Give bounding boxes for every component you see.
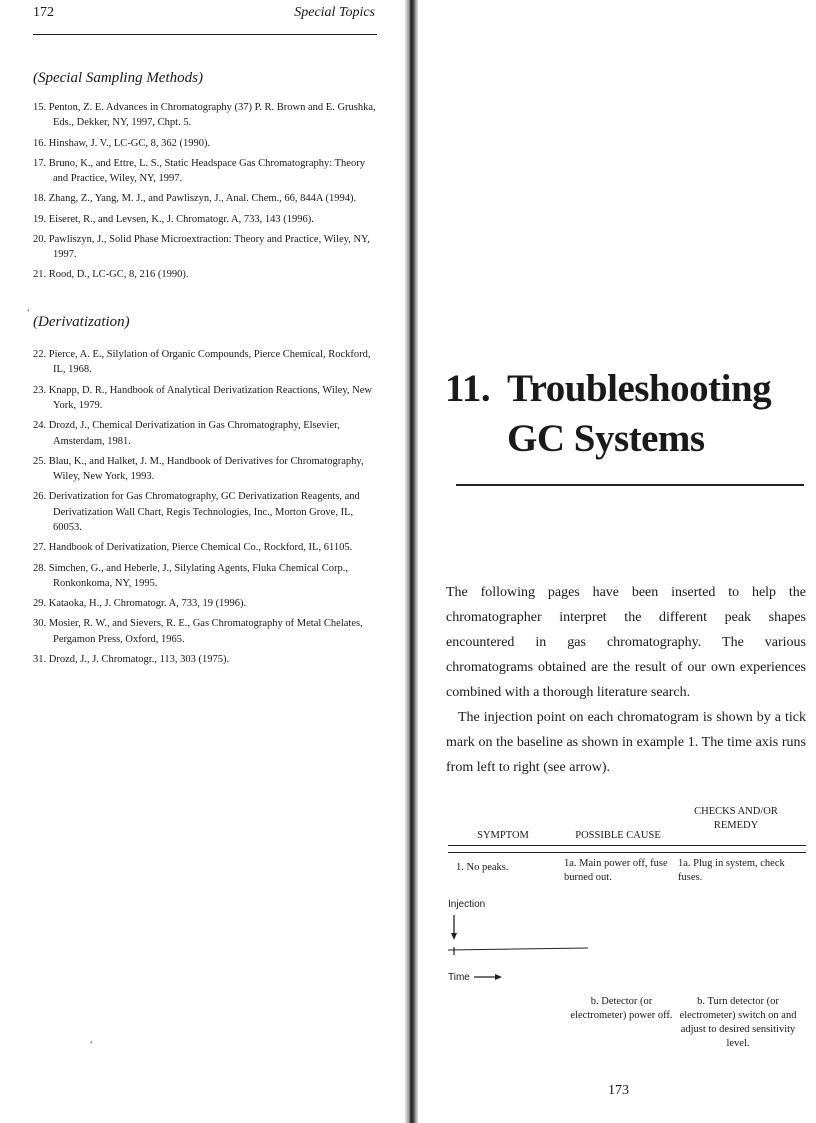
page-number-right: 173	[608, 1083, 629, 1098]
reference-number: 15.	[33, 102, 47, 113]
reference-number: 27.	[33, 542, 47, 554]
reference-number: 21.	[33, 269, 47, 281]
intro-paragraph: The following pages have been inserted to help the chromatographer interpret the different peak shapes encountered in gas chromatography. The various chromatograms obtained are the result of our own experiences combined with a thorough literature search.	[446, 585, 806, 700]
reference-text: Rood, D., LC-GC, 8, 216 (1990).	[48, 269, 189, 281]
chapter-title-part-1: Troubleshooting	[507, 367, 772, 410]
reference-number: 25.	[33, 455, 47, 467]
reference-item	[33, 596, 378, 611]
cause-cell: b. Detector (or electrometer) power off.	[570, 996, 673, 1021]
section-heading-derivatization: (Derivatization)	[33, 314, 130, 330]
reference-text: Mosier, R. W., and Sievers, R. E., Gas Chromatography of Metal Chelates, Pergamon Press, Oxford, 1965.	[48, 618, 363, 645]
stray-print-mark: ʹ	[27, 306, 30, 320]
section-heading-sampling: (Special Sampling Methods)	[33, 70, 203, 86]
reference-item	[33, 616, 378, 647]
reference-text: Drozd, J., Chemical Derivatization in Gas Chromatography, Elsevier, Amsterdam, 1981.	[48, 420, 340, 447]
time-arrow-icon	[473, 973, 503, 981]
chapter-title-line-1	[445, 364, 771, 414]
reference-number: 19.	[33, 213, 47, 225]
reference-number: 31.	[33, 654, 47, 666]
troubleshooting-table	[448, 805, 806, 1095]
chapter-title-line-2: GC Systems	[507, 417, 705, 460]
reference-text: Knapp, D. R., Handbook of Analytical Derivatization Reactions, Wiley, New York, 1979.	[48, 384, 372, 412]
reference-text: Pawliszyn, J., Solid Phase Microextraction: Theory and Practice, Wiley, NY, 1997.	[48, 233, 370, 261]
reference-item	[33, 212, 378, 227]
time-label-text: Time	[448, 972, 470, 983]
remedy-cell: b. Turn detector (or electrometer) switch on and adjust to desired sensitivity level.	[679, 996, 797, 1049]
chromatogram-baseline	[448, 948, 588, 950]
book-spine-gutter	[405, 0, 418, 1123]
reference-item	[33, 418, 378, 449]
right-page	[418, 0, 816, 1123]
chromatogram-figure	[448, 913, 608, 973]
reference-number: 23.	[33, 384, 47, 396]
reference-number: 24.	[33, 420, 47, 432]
page-number-left: 172	[33, 5, 54, 20]
reference-item	[33, 156, 378, 187]
injection-label: Injection	[448, 899, 486, 910]
reference-item	[33, 383, 378, 414]
reference-number: 26.	[33, 491, 47, 503]
reference-number: 30.	[33, 618, 47, 630]
reference-item	[33, 100, 378, 131]
reference-item	[33, 191, 378, 206]
reference-item	[33, 232, 378, 263]
reference-number: 20.	[33, 233, 47, 245]
reference-item	[33, 267, 378, 282]
reference-text: Zhang, Z., Yang, M. J., and Pawliszyn, J., Anal. Chem., 66, 844A (1994).	[48, 193, 357, 205]
reference-list-sampling	[33, 100, 378, 288]
reference-text: Eiseret, R., and Levsen, K., J. Chromatogr. A, 733, 143 (1996).	[48, 213, 314, 225]
reference-item	[33, 561, 378, 592]
reference-number: 22.	[33, 349, 47, 360]
reference-text: Derivatization for Gas Chromatography, GC Derivatization Reagents, and Derivatization Wall Chart, Regis Technologies, Inc., Morton Grove, IL, 60053.	[48, 491, 360, 534]
time-axis-label	[448, 972, 503, 983]
reference-text: Kataoka, H., J. Chromatogr. A, 733, 19 (1996).	[48, 598, 247, 610]
reference-list-derivatization	[33, 347, 378, 672]
cause-cell: 1a. Main power off, fuse burned out.	[564, 858, 668, 883]
table-header-rule	[448, 845, 806, 846]
column-header-possible-cause: POSSIBLE CAUSE	[575, 830, 661, 841]
intro-paragraph: The injection point on each chromatogram is shown by a tick mark on the baseline as shown in example 1. The time axis runs from left to right (see arrow).	[446, 710, 806, 775]
reference-item	[33, 454, 378, 485]
stray-print-mark: ʹ	[90, 1038, 93, 1052]
reference-number: 28.	[33, 562, 47, 574]
reference-text: Penton, Z. E. Advances in Chromatography (37) P. R. Brown and E. Grushka, Eds., Dekker, NY, 1997, Chpt. 5.	[48, 102, 376, 129]
injection-arrow-head	[451, 933, 457, 940]
chapter-number: 11.	[445, 367, 491, 410]
reference-item	[33, 136, 378, 151]
reference-item	[33, 652, 378, 667]
symptom-cell: 1. No peaks.	[456, 862, 509, 873]
remedy-cell: 1a. Plug in system, check fuses.	[678, 858, 785, 883]
column-header-remedy: CHECKS AND/OR REMEDY	[694, 806, 778, 831]
reference-text: Drozd, J., J. Chromatogr., 113, 303 (1975).	[48, 654, 230, 666]
reference-text: Hinshaw, J. V., LC-GC, 8, 362 (1990).	[48, 137, 211, 149]
chapter-rule	[456, 484, 804, 486]
reference-item	[33, 489, 378, 535]
reference-number: 17.	[33, 157, 47, 169]
reference-number: 18.	[33, 193, 47, 205]
chapter-heading	[445, 364, 771, 464]
reference-text: Pierce, A. E., Silylation of Organic Compounds, Pierce Chemical, Rockford, IL, 1968.	[48, 349, 371, 376]
reference-item	[33, 347, 378, 378]
table-row-rule	[448, 852, 806, 853]
reference-text: Bruno, K., and Ettre, L. S., Static Headspace Gas Chromatography: Theory and Practice, Wiley, NY, 1997.	[48, 157, 365, 185]
reference-text: Blau, K., and Halket, J. M., Handbook of Derivatives for Chromatography, Wiley, New York, 1993.	[48, 455, 364, 483]
header-rule	[33, 34, 377, 35]
reference-text: Handbook of Derivatization, Pierce Chemical Co., Rockford, IL, 61105.	[48, 542, 353, 554]
reference-number: 29.	[33, 598, 47, 610]
reference-number: 16.	[33, 137, 47, 149]
intro-text	[446, 580, 806, 780]
running-title: Special Topics	[294, 5, 375, 20]
left-page	[0, 0, 405, 1123]
column-header-symptom: SYMPTOM	[477, 830, 529, 841]
reference-item	[33, 540, 378, 555]
reference-text: Simchen, G., and Heberle, J., Silylating Agents, Fluka Chemical Corp., Ronkonkoma, NY, 1995.	[48, 562, 348, 590]
